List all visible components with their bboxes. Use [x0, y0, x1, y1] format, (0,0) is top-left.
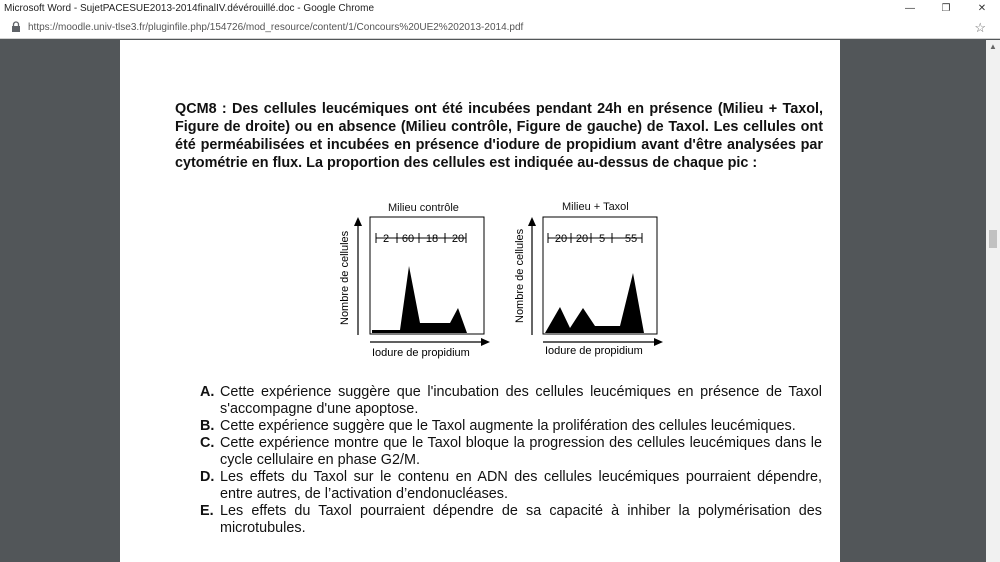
answer-letter: A.	[200, 384, 215, 400]
answer-a	[200, 384, 822, 418]
histogram-control	[339, 217, 490, 359]
chart-title-taxol: Milieu + Taxol	[562, 201, 629, 213]
url-text[interactable]: https://moodle.univ-tlse3.fr/pluginfile.php/154726/mod_resource/content/1/Concours%20UE2%202013-2014.pdf	[28, 21, 524, 33]
x-arrow-head	[481, 338, 490, 346]
answer-text: Cette expérience suggère que l'incubation des cellules leucémiques en présence de Taxol s'accompagne d'une apoptose.	[220, 384, 822, 417]
scroll-up-arrow-icon[interactable]: ▲	[989, 42, 997, 51]
x-axis-label: Iodure de propidium	[545, 345, 643, 357]
answer-text: Cette expérience suggère que le Taxol augmente la prolifération des cellules leucémiques.	[220, 418, 796, 434]
answer-d	[200, 469, 822, 503]
x-arrow-head	[654, 338, 663, 346]
answer-letter: B.	[200, 418, 215, 434]
region-label: 60	[401, 233, 415, 245]
x-axis-label: Iodure de propidium	[372, 347, 470, 359]
address-bar[interactable]	[0, 16, 1000, 39]
pdf-viewer	[0, 40, 1000, 562]
lock-icon[interactable]	[10, 21, 22, 33]
region-label: 20	[554, 233, 568, 245]
chart-title-control: Milieu contrôle	[388, 202, 459, 214]
bookmark-star-icon[interactable]: ☆	[974, 20, 986, 35]
answer-letter: C.	[200, 435, 215, 451]
region-label: 55	[624, 233, 638, 245]
histograms	[120, 40, 840, 370]
y-arrow-head	[528, 217, 536, 226]
window-titlebar	[0, 0, 1000, 16]
y-axis-label: Nombre de cellules	[339, 230, 351, 325]
answer-c	[200, 435, 822, 469]
restore-button[interactable]: ❐	[941, 2, 951, 14]
histogram-shape	[545, 273, 644, 333]
scroll-thumb[interactable]	[989, 230, 997, 248]
answer-list	[200, 384, 822, 537]
region-label: 2	[382, 233, 390, 245]
window-title: Microsoft Word - SujetPACESUE2013-2014finalIV.dévérouillé.doc - Google Chrome	[4, 2, 374, 14]
region-label: 18	[425, 233, 439, 245]
region-label: 20	[451, 233, 465, 245]
question-text: QCM8 : Des cellules leucémiques ont été incubées pendant 24h en présence (Milieu + Taxol, Figure de droite) ou en absence (Milieu contrôle, Figure de gauche) de Taxol. Les cellules ont été perméabilisées et incubées en présence d'iodure de propidium avant d'être analysées par cytométrie en flux. La proportion des cellules est indiquée au-dessus de chaque pic :	[175, 101, 823, 171]
answer-text: Les effets du Taxol pourraient dépendre de sa capacité à inhiber la polymérisation des microtubules.	[220, 503, 822, 536]
pdf-page	[120, 40, 840, 562]
minimize-button[interactable]: —	[905, 2, 915, 14]
histogram-shape	[372, 266, 467, 333]
histogram-taxol	[514, 217, 663, 357]
y-arrow-head	[354, 217, 362, 226]
close-button[interactable]: ✕	[977, 2, 987, 14]
answer-b	[200, 418, 822, 435]
region-label: 20	[575, 233, 589, 245]
window-controls	[892, 0, 1000, 16]
vertical-scrollbar[interactable]	[986, 40, 1000, 562]
answer-letter: E.	[200, 503, 214, 519]
region-label: 5	[598, 233, 606, 245]
answer-letter: D.	[200, 469, 215, 485]
answer-text: Cette expérience montre que le Taxol bloque la progression des cellules leucémiques dans le cycle cellulaire en phase G2/M.	[220, 435, 822, 468]
answer-e	[200, 503, 822, 537]
answer-text: Les effets du Taxol sur le contenu en ADN des cellules leucémiques pourraient dépendre, entre autres, de l’activation d’endonucléases.	[220, 469, 822, 502]
y-axis-label: Nombre de cellules	[514, 228, 526, 323]
